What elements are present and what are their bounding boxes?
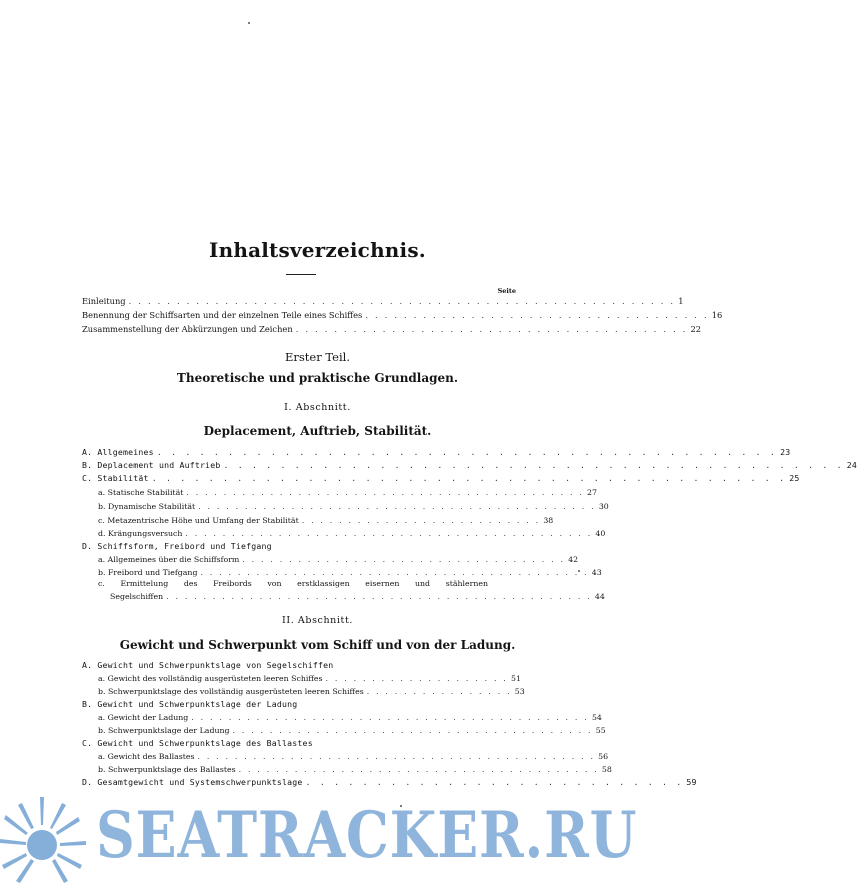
toc-subentry[interactable] xyxy=(98,514,554,527)
toc-entry-label: b. Dynamische Stabilität xyxy=(98,502,196,511)
toc-entry-label: B. Deplacement und Auftrieb xyxy=(82,460,221,470)
toc-entry-page: 1 xyxy=(678,296,684,306)
toc-entry-label: b. Freibord und Tiefgang xyxy=(98,568,198,577)
dot-leader: . . . . . . . . . . . . . . . . . . . . . . . . . . . . . . . . . . . . . . . xyxy=(232,726,593,735)
toc-subentry[interactable] xyxy=(98,672,521,685)
dot-leader: . . . . . . . . . . . . . . . . . . . . . . . . . . . . . . . . . . . . . . . . . . . . . . . . . . . . . . . . . xyxy=(128,296,676,306)
toc-entry-page: 56 xyxy=(598,752,609,761)
toc-subentry[interactable] xyxy=(98,553,579,566)
part-subtitle: Theoretische und praktische Grundlagen. xyxy=(176,371,459,385)
section-title: Deplacement, Auftrieb, Stabilität. xyxy=(203,424,432,438)
dot-leader: . . . . . . . . . . . . . . . . . . . . . . . . . . . . . . . . . . . . . . . . . xyxy=(295,324,688,334)
toc-entry-page: 22 xyxy=(690,324,702,334)
page-column-label: Seite xyxy=(497,287,516,295)
toc-entry-page: 55 xyxy=(595,726,606,735)
toc-entry-label: D. Schiffsform, Freibord und Tiefgang xyxy=(82,541,272,551)
toc-entry-label: d. Krängungsversuch xyxy=(98,529,183,538)
dot-leader: . . . . . . . . . . . . . . . . . . . . . . . . . . . . . . . . . . . . . . . . . . xyxy=(200,568,589,577)
toc-entry-label: c. Metazentrische Höhe und Umfang der Stabilität xyxy=(98,516,299,525)
toc-entry-page: 40 xyxy=(595,529,606,538)
toc-entry-page: 23 xyxy=(780,447,791,457)
dot-leader: . . . . . . . . . . . . . . . . . . . . . . . . . . . . . . . . . . . . . . . . . . . xyxy=(197,752,596,761)
dot-leader: . . . . . . . . . . . . . . . . . . . . . . . . . . . . . . . . . . . . . . . . . . . xyxy=(186,488,585,497)
toc-entry-page: 42 xyxy=(568,555,579,564)
dot-leader: . . . . . . . . . . . . . . . . . . . . . . . . . . . . . . . . . . . xyxy=(242,555,566,564)
toc-subentry[interactable] xyxy=(98,486,597,499)
dot-leader: . . . . . . . . . . . . . . . . . . . . . . . . . . . . . . . . . . . . . . . . . . . . xyxy=(185,529,593,538)
dot-leader: . . . . . . . . . . . . . . . . . . . . . . . . . . . . . . . . . . . . . . . . . . . xyxy=(198,502,596,511)
dot-leader: . . . . . . . . . . . . . . . . . . . . xyxy=(325,674,508,683)
toc-entry-page: 59 xyxy=(686,777,697,787)
toc-entry-label: Benennung der Schiffsarten und der einzelnen Teile eines Schiffes xyxy=(82,310,363,320)
toc-subentry-wrapped-line[interactable]: c. Ermittelung des Freibords von erstklassigen eisernen und stählernen xyxy=(98,579,488,588)
toc-subentry[interactable] xyxy=(98,763,612,776)
toc-entry-page: 38 xyxy=(543,516,554,525)
toc-entry-label: C. Stabilität xyxy=(82,473,149,483)
toc-subentry[interactable] xyxy=(98,711,602,724)
dot-leader: . . . . . . . . . . . . . . . . . . . . . . . . . . xyxy=(301,516,541,525)
toc-entry-label: Zusammenstellung der Abkürzungen und Zeichen xyxy=(82,324,293,334)
toc-entry[interactable] xyxy=(82,309,723,322)
toc-entry[interactable] xyxy=(82,323,702,336)
toc-entry[interactable] xyxy=(82,459,857,472)
dot-leader: . . . . . . . . . . . . . . . . . . . . . . . . . . . . . . . . . . . . . . . . . . . . . xyxy=(151,473,787,483)
toc-entry-label: b. Schwerpunktslage des Ballastes xyxy=(98,765,236,774)
print-speck xyxy=(248,22,250,24)
dot-leader: . . . . . . . . . . . . . . . . . . . . . . . . . . . . . . . . . . . . . . . xyxy=(238,765,599,774)
section-title: Gewicht und Schwerpunkt vom Schiff und von der Ladung. xyxy=(119,638,516,652)
toc-entry-label: B. Gewicht und Schwerpunktslage der Ladung xyxy=(82,699,298,709)
toc-entry-page: 24 xyxy=(846,460,857,470)
toc-entry-page: 53 xyxy=(514,687,525,696)
dot-leader: . . . . . . . . . . . . . . . . . . . . . . . . . . . . . . . . . . . . . . . . . . . . xyxy=(223,460,844,470)
dot-leader: . . . . . . . . . . . . . . . . . . . . . . . . . . . . . . . . . . . . . . . . . . . xyxy=(191,713,589,722)
toc-subentry[interactable] xyxy=(98,500,609,513)
toc-entry-page: 43 xyxy=(591,568,602,577)
toc-entry[interactable] xyxy=(82,540,517,553)
toc-entry-label: a. Gewicht des vollständig ausgerüsteten leeren Schiffes xyxy=(98,674,323,683)
toc-subentry[interactable] xyxy=(98,685,525,698)
toc-entry-page: 58 xyxy=(601,765,612,774)
dot-leader: . . . . . . . . . . . . . . . . xyxy=(366,687,512,696)
dot-leader: . . . . . . . . . . . . . . . . . . . . . . . . . . . . . . . . . . . . xyxy=(365,310,709,320)
toc-entry[interactable] xyxy=(82,737,517,750)
dot-leader: . . . . . . . . . . . . . . . . . . . . . . . . . . . . . . . . . . . . . . . . . . . . xyxy=(156,447,778,457)
toc-entry-label: A. Allgemeines xyxy=(82,447,154,457)
toc-entry-page: 25 xyxy=(789,473,800,483)
toc-subentry[interactable] xyxy=(98,527,606,540)
toc-entry-label: Segelschiffen xyxy=(110,592,164,601)
toc-entry-page: 44 xyxy=(594,592,605,601)
toc-entry[interactable] xyxy=(82,659,517,672)
toc-entry-page: 16 xyxy=(711,310,723,320)
toc-entry[interactable] xyxy=(82,295,684,308)
toc-entry-label: b. Schwerpunktslage der Ladung xyxy=(98,726,230,735)
toc-subentry[interactable] xyxy=(98,724,606,737)
toc-entry-label: a. Allgemeines über die Schiffsform xyxy=(98,555,240,564)
toc-entry-label: a. Statische Stabilität xyxy=(98,488,184,497)
watermark-text: SEATRACKER.RU xyxy=(96,798,638,873)
toc-entry[interactable] xyxy=(82,472,800,485)
toc-entry-page: 54 xyxy=(591,713,602,722)
watermark-sun-icon xyxy=(0,795,90,885)
title-rule xyxy=(286,274,316,275)
toc-entry[interactable] xyxy=(82,446,791,459)
toc-entry-page: 51 xyxy=(510,674,521,683)
toc-entry-label: C. Gewicht und Schwerpunktslage des Ballastes xyxy=(82,738,313,748)
toc-entry[interactable] xyxy=(82,698,517,711)
dot-leader: . . . . . . . . . . . . . . . . . . . . . . . . . . . . . . . . . . . . . . . . . . . . . . xyxy=(166,592,592,601)
section-heading: I. Abschnitt. xyxy=(284,402,351,413)
toc-entry-label: b. Schwerpunktslage des vollständig ausgerüsteten leeren Schiffes xyxy=(98,687,364,696)
toc-entry-label: Einleitung xyxy=(82,296,126,306)
toc-entry-label: D. Gesamtgewicht und Systemschwerpunktslage xyxy=(82,777,303,787)
section-heading: II. Abschnitt. xyxy=(281,615,353,626)
part-heading: Erster Teil. xyxy=(285,350,350,364)
toc-entry-label: a. Gewicht des Ballastes xyxy=(98,752,195,761)
toc-entry-label: A. Gewicht und Schwerpunktslage von Segelschiffen xyxy=(82,660,334,670)
toc-subentry[interactable] xyxy=(110,590,605,603)
toc-subentry[interactable] xyxy=(98,750,609,763)
dot-leader: . . . . . . . . . . . . . . . . . . . . . . . . . . . xyxy=(305,777,684,787)
toc-entry-page: 30 xyxy=(598,502,609,511)
page-title: Inhaltsverzeichnis. xyxy=(209,238,426,262)
toc-entry-page: 27 xyxy=(587,488,597,497)
toc-entry-label: a. Gewicht der Ladung xyxy=(98,713,189,722)
toc-entry[interactable] xyxy=(82,776,697,789)
